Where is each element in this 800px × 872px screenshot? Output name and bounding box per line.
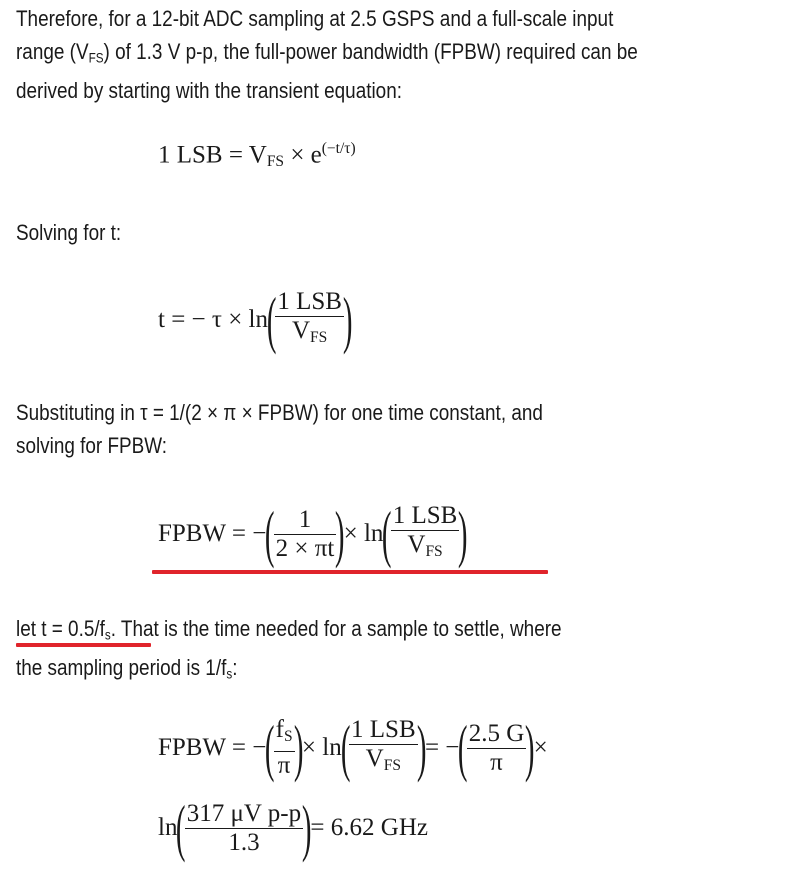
equation-red-underline [152,570,548,574]
equation-t-solution: t = − τ × ln( $\frac{\text{1 LSB}}{V_{FS}}$ ) [158,284,353,355]
fraction-lsb-over-vfs: $\frac{\text{1 LSB}}{V_{FS}}$ [277,288,342,346]
intro-line-2: range $(V_{FS})$ of 1.3 V p-p, the full-power bandwidth (FPBW) required can be [16,39,638,66]
let-t-underlined-text: let $t = 0.5/f_s$ [16,616,111,643]
equation-lsb-transient: 1 LSB = $V_{FS} \times e^{(-t/\tau)}$ [158,140,356,171]
substituting-paragraph [16,396,687,462]
substituting-line-1: Substituting in τ = 1/(2 × π × FPBW) for one time constant, and [16,400,543,425]
solving-for-t-text: Solving for t: [16,220,122,245]
let-t-line-1: let $t = 0.5/f_s$. That is the time needed for a sample to settle, where [16,616,562,643]
let-t-red-underline [16,643,151,647]
equation-fpbw-substituted: FPBW = −( $\frac{f_S}{\pi}$ )× ln( $\frac{\text{1 LSB}}{V_{FS}}$ )= −( $\frac{2.5 G}{\pi}$ )× [158,712,548,783]
equation-fpbw-result: ln( $\frac{\text{317 μV p-p}}{1.3}$ )= 6.62 GHz [158,792,428,863]
intro-line-1: Therefore, for a 12-bit ADC sampling at 2.5 GSPS and a full-scale input [16,6,614,31]
let-t-line-2: the sampling period is $1/f_s$: [16,655,238,682]
let-t-paragraph [16,612,687,691]
intro-paragraph [16,2,687,107]
intro-line-3: derived by starting with the transient equation: [16,78,402,104]
substituting-line-2: solving for FPBW: [16,433,168,458]
equation-fpbw-general: FPBW = −( $\frac{1}{2 \times \pi t}$ )× ln( $\frac{\text{1 LSB}}{V_{FS}}$ ) [158,498,468,569]
